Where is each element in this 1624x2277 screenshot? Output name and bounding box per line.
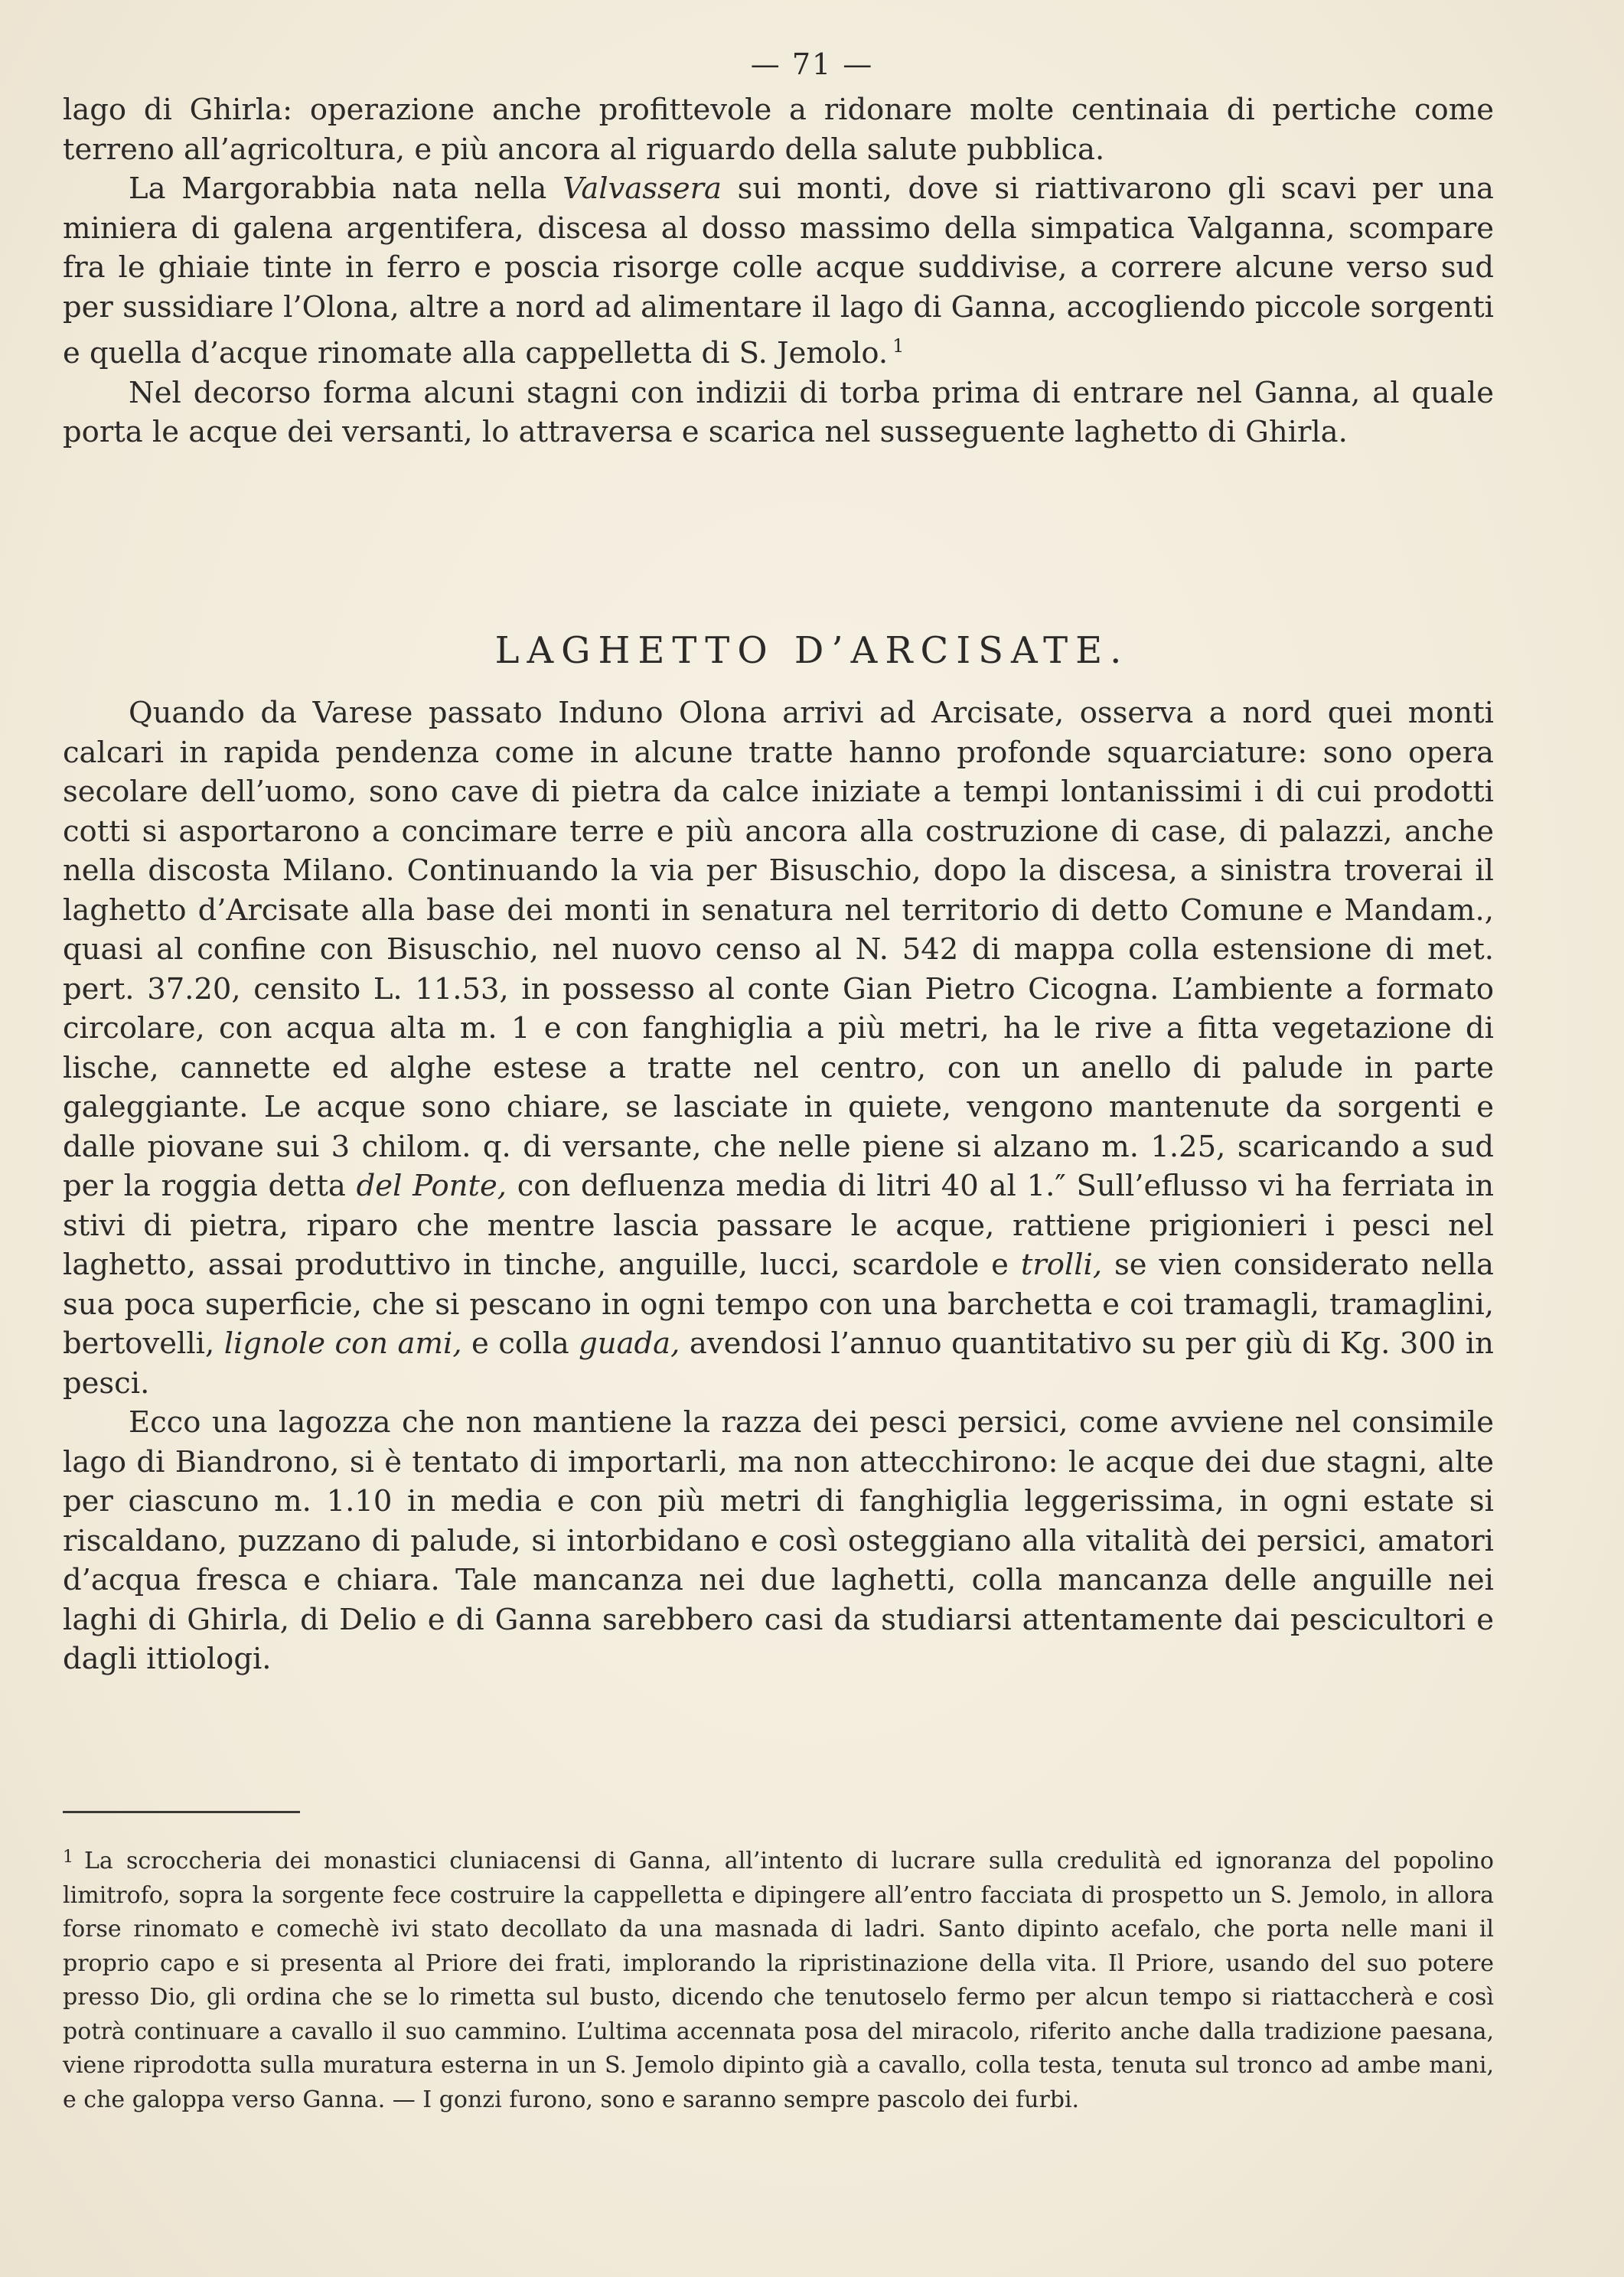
margorabbia-text-2: sui monti, dove si riattivarono gli scavi per una miniera di galena argentifera, discesa al dosso massimo della simpatica Valganna, scompare fra le ghiaie tinte in ferro e poscia risorge colle acque suddivise, a correre alcune verso sud per sussidiare l’Olona, altre a nord ad alimentare il lago di Ganna, accogliendo piccole sorgenti e quella d’acque rinomate alla cappelletta di S. Jemolo. (63, 171, 1494, 370)
footnote-text: La scroccheria dei monastici cluniacensi di Ganna, all’intento di lucrare sulla credulità ed ignoranza del popolino limitrofo, sopra la sorgente fece costruire la cappelletta e dipingere all’entro facciata di prospetto un S. Jemolo, in allora forse rinomato e comechè ivi stato decollato da una masnada di ladri. Santo dipinto acefalo, che porta nelle mani il proprio capo e si presenta al Priore dei frati, implorando la ripristinazione della vita. Il Priore, usando del suo potere presso Dio, gli ordina che se lo rimetta sul busto, dicendo che tenutoselo fermo per alcun tempo si riattaccherà e così potrà continuare a cavallo il suo cammino. L’ultima accennata posa del miracolo, riferito anche dalla tradizione paesana, viene riprodotta sulla muratura esterna in un S. Jemolo dipinto già a cavallo, colla testa, tenuta sul tronco ad ambe mani, e che galoppa verso Ganna. — I gonzi furono, sono e saranno sempre pascolo dei furbi. (63, 1848, 1494, 2113)
arcisate-italic-trolli: trolli, (1020, 1248, 1103, 1282)
arcisate-italic-del-ponte: del Ponte, (356, 1169, 507, 1203)
arcisate-text-5: avendosi l’annuo quantitativo su per giù di Kg. 300 in pesci. (63, 1326, 1494, 1401)
arcisate-italic-lignole: lignole con ami, (223, 1326, 462, 1361)
arcisate-text-2: con defluenza media di litri 40 al 1.″ Sull’eflusso vi ha ferriata in stivi di pietra, riparo che mentre lascia passare le acque, rattiene prigionieri i pesci nel laghetto, assai produttivo in tinche, anguille, lucci, scardole e (63, 1169, 1494, 1282)
margorabbia-italic-valvassera: Valvassera (563, 171, 722, 206)
paragraph-ecco: Ecco una lagozza che non mantiene la razza dei pesci persici, come avviene nel consimile lago di Biandrono, si è tentato di importarli, ma non attecchirono: le acque dei due stagni, alte per ciascuno m. 1.10 in media e con più metri di fanghiglia leggerissima, in ogni estate si riscaldano, puzzano di palude, si intorbidano e così osteggiano alla vitalità dei persici, amatori d’acqua fresca e chiara. Tale mancanza nei due laghetti, colla mancanza delle anguille nei laghi di Ghirla, di Delio e di Ganna sarebbero casi da studiarsi attentamente dai pescicultori e dagli ittiologi. (63, 1405, 1494, 1676)
main-text-block (63, 693, 1494, 1679)
arcisate-text-3: se vien considerato nella sua poca superficie, che si pescano in ogni tempo con una barchetta e coi tramagli, tramaglini, bertovelli, (63, 1248, 1495, 1361)
footnote-reference: 1 (892, 335, 905, 357)
paragraph-ghirla-continuation: lago di Ghirla: operazione anche profittevole a ridonare molte centinaia di pertiche come terreno all’agricoltura, e più ancora al riguardo della salute pubblica. (63, 93, 1494, 167)
paragraph-decorso: Nel decorso forma alcuni stagni con indizii di torba prima di entrare nel Ganna, al quale porta le acque dei versanti, lo attraversa e scarica nel susseguente laghetto di Ghirla. (63, 375, 1494, 449)
paragraph-arcisate (63, 693, 1494, 1403)
section-title: LAGHETTO D’ARCISATE. (494, 628, 1130, 672)
top-text-block (63, 90, 1494, 452)
paragraph-margorabbia (63, 169, 1494, 374)
margorabbia-text-1: La Margorabbia nata nella (129, 171, 563, 206)
footnote-marker: 1 (63, 1848, 73, 1867)
page-number: — 71 — (750, 47, 874, 81)
arcisate-italic-guada: guada, (579, 1326, 680, 1361)
arcisate-text-1: Quando da Varese passato Induno Olona arrivi ad Arcisate, osserva a nord quei monti calcari in rapida pendenza come in alcune tratte hanno profonde squarciature: sono opera secolare dell’uomo, sono cave di pietra da calce iniziate a tempi lontanissimi i di cui prodotti cotti si asportarono a concimare terre e più ancora alla costruzione di case, di palazzi, anche nella discosta Milano. Continuando la via per Bisuschio, dopo la discesa, a sinistra troverai il laghetto d’Arcisate alla base dei monti in senatura nel territorio di detto Comune e Mandam., quasi al confine con Bisuschio, nel nuovo censo al N. 542 di mappa colla estensione di met. pert. 37.20, censito L. 11.53, in possesso al conte Gian Pietro Cicogna. L’ambiente a formato circolare, con acqua alta m. 1 e con fanghiglia a più metri, ha le rive a fitta vegetazione di lische, cannette ed alghe estese a tratte nel centro, con un anello di palude in parte galeggiante. Le acque sono chiare, se lasciate in quiete, vengono mantenute da sorgenti e dalle piovane sui 3 chilom. q. di versante, che nelle piene si alzano m. 1.25, scaricando a sud per la roggia detta (63, 696, 1494, 1203)
footnote-divider (63, 1811, 300, 1813)
footnote (63, 1841, 1494, 2117)
arcisate-text-4: e colla (461, 1326, 579, 1361)
